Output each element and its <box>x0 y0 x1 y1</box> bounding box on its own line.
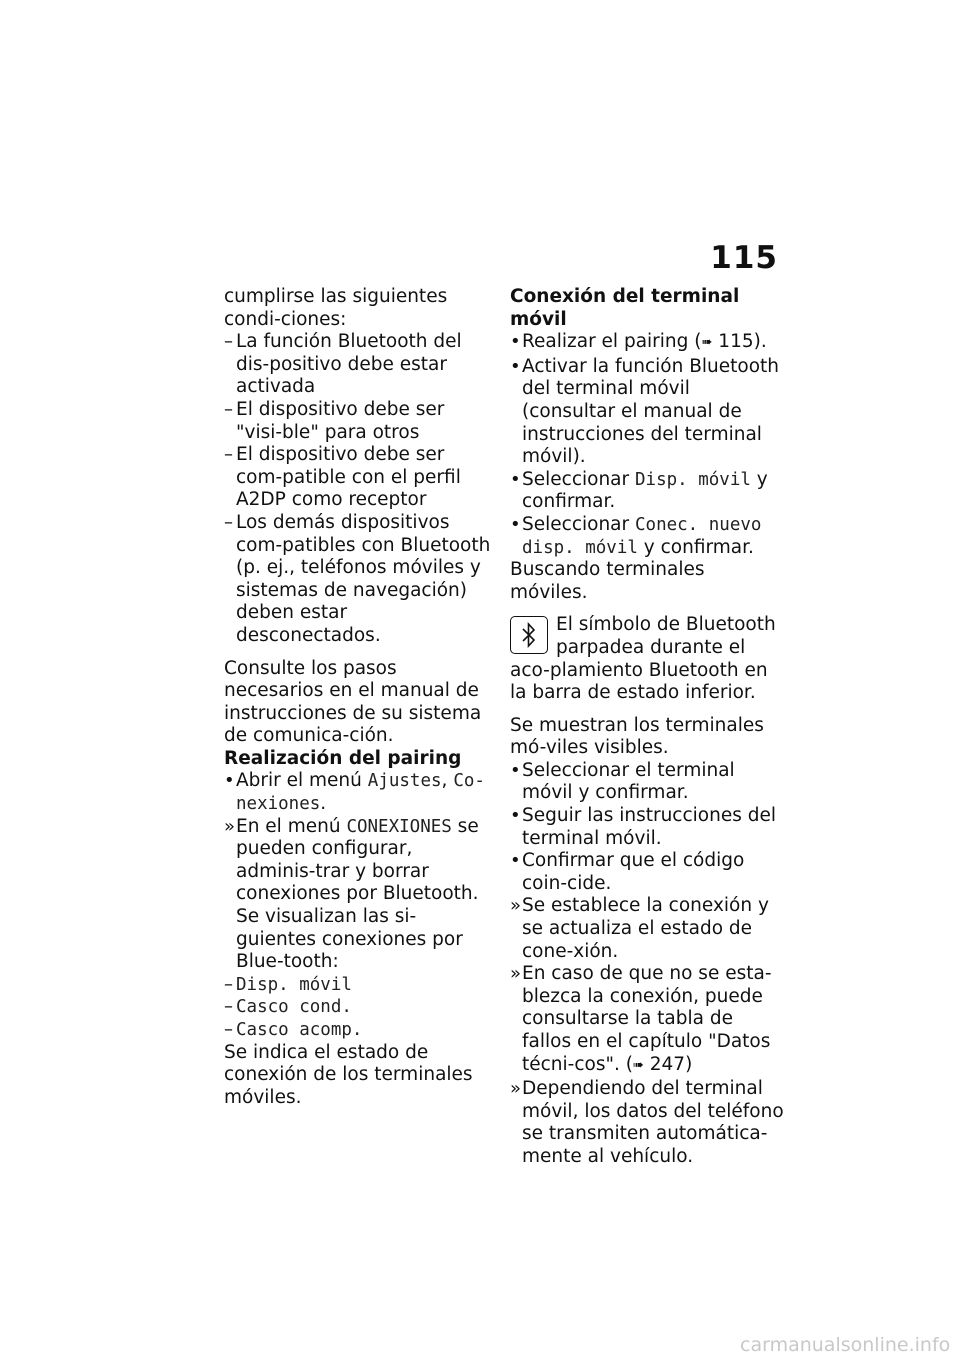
result-marker: » <box>510 895 522 917</box>
visible-text: Se muestran los terminales mó-viles visibles. <box>510 714 764 759</box>
dash-marker: – <box>224 511 233 533</box>
result-marker: » <box>224 815 236 837</box>
pairing-heading: Realización del pairing <box>224 747 462 769</box>
dash-marker: – <box>224 444 233 466</box>
dash-marker: – <box>224 398 233 420</box>
bluetooth-note <box>510 614 784 704</box>
dash-marker: – <box>224 996 233 1018</box>
condition-item: – Los demás dispositivos com-patibles con Bluetooth (p. ej., teléfonos móviles y sistemas de navegación) deben estar desconectados. <box>224 511 491 646</box>
consult-text: Consulte los pasos necesarios en el manual de instrucciones de su sistema de comunica-ción. <box>224 657 482 747</box>
page-ref[interactable]: 247 <box>649 1053 686 1075</box>
step-item: • Seleccionar Disp. móvil y confirmar. <box>510 468 768 513</box>
connection-item: – Casco acomp. <box>224 1019 363 1040</box>
page-ref-arrow-icon: ➠ <box>632 1057 644 1073</box>
step-item: • Realizar el pairing (➠ 115). <box>510 331 784 356</box>
connection-item: – Casco cond. <box>224 996 352 1018</box>
result-marker: » <box>510 1078 522 1100</box>
bluetooth-note-text: El símbolo de Bluetooth parpadea durante el aco-plamiento Bluetooth en la barra de estado inferior. <box>510 614 776 704</box>
dash-marker: – <box>224 331 233 353</box>
bullet-marker: • <box>510 805 521 827</box>
step-item: • Seleccionar Conec. nuevo disp. móvil y confirmar. <box>510 513 762 558</box>
left-column <box>224 286 494 1109</box>
step-item: • Confirmar que el código coin-cide. <box>510 850 745 894</box>
bullet-marker: • <box>224 770 235 792</box>
result-item: » Se establece la conexión y se actualiza el estado de cone-xión. <box>510 895 769 962</box>
watermark: carmanualsonline.info <box>740 1334 951 1356</box>
result-item: » En el menú CONEXIONES se pueden configurar, adminis-trar y borrar conexiones por Bluetooth. Se visualizan las si-guientes conexiones por Blue-tooth: <box>224 815 479 973</box>
connection-heading: Conexión del terminal móvil <box>510 286 740 330</box>
intro-text: cumplirse las siguientes condi-ciones: <box>224 286 448 330</box>
bullet-marker: • <box>510 513 521 535</box>
connection-item: – Disp. móvil <box>224 973 352 995</box>
step-item: • Abrir el menú Ajustes, Co-nexiones. <box>224 770 485 815</box>
step-item: • Seguir las instrucciones del terminal móvil. <box>510 805 776 849</box>
bullet-marker: • <box>510 850 521 872</box>
menu-name: Conec. nuevo disp. móvil <box>522 514 762 558</box>
condition-item: – El dispositivo debe ser com-patible con el perfil A2DP como receptor <box>224 444 461 511</box>
result-item: » En caso de que no se esta-blezca la conexión, puede consultarse la tabla de fallos en el capítulo "Datos técni-cos". (➠ 247) <box>510 963 784 1078</box>
menu-name: CONEXIONES <box>346 816 452 837</box>
result-item: » Dependiendo del terminal móvil, los datos del teléfono se transmiten automática-mente al vehículo. <box>510 1078 784 1167</box>
dash-marker: – <box>224 973 233 995</box>
searching-text: Buscando terminales móviles. <box>510 559 705 603</box>
step-item: • Activar la función Bluetooth del terminal móvil (consultar el manual de instrucciones del terminal móvil). <box>510 355 780 468</box>
result-marker: » <box>510 963 522 985</box>
menu-name: Ajustes <box>367 771 442 792</box>
status-text: Se indica el estado de conexión de los terminales móviles. <box>224 1041 473 1108</box>
bullet-marker: • <box>510 468 521 490</box>
page-number: 115 <box>710 240 778 276</box>
bullet-marker: • <box>510 759 521 781</box>
right-column <box>510 286 784 1169</box>
dash-marker: – <box>224 1019 233 1040</box>
page-ref-arrow-icon: ➠ <box>701 335 713 351</box>
condition-item: – La función Bluetooth del dis-positivo debe estar activada <box>224 331 462 398</box>
step-item: • Seleccionar el terminal móvil y confirmar. <box>510 759 735 804</box>
page-ref[interactable]: 115 <box>718 331 754 353</box>
bluetooth-icon <box>510 616 548 654</box>
menu-name: Co-nexiones <box>236 771 485 815</box>
bullet-marker: • <box>510 331 521 353</box>
condition-item: – El dispositivo debe ser "visi-ble" para otros <box>224 398 445 443</box>
menu-name: Disp. móvil <box>635 469 751 490</box>
bullet-marker: • <box>510 355 521 377</box>
